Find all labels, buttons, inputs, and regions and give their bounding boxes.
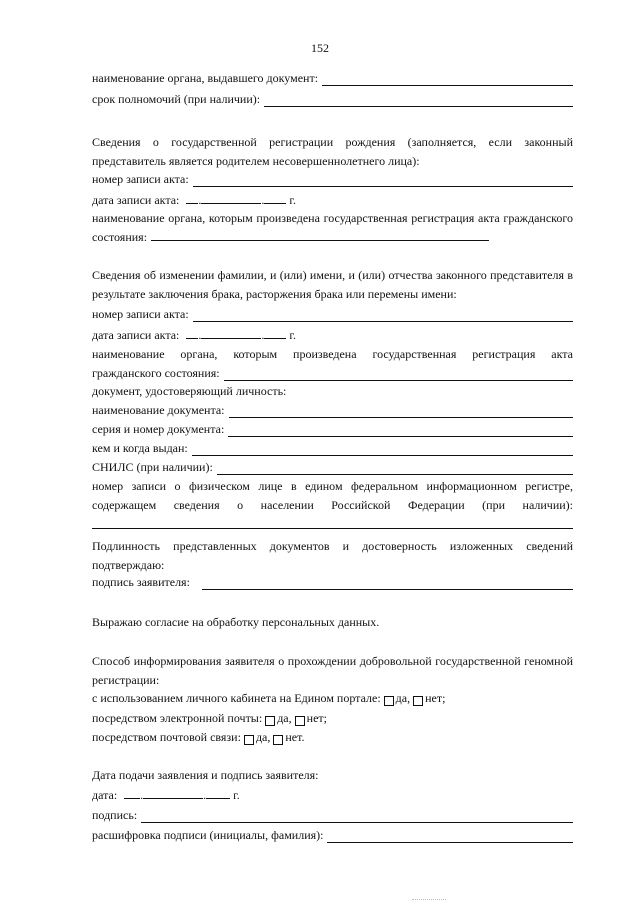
- portal-yes-label: да,: [395, 691, 411, 705]
- page-number: 152: [311, 41, 329, 55]
- email-no-checkbox[interactable]: [295, 716, 305, 726]
- submission-date-month-field[interactable]: [143, 787, 203, 799]
- post-yes-label: да,: [255, 730, 271, 744]
- nc-act-date-label: дата записи акта:: [92, 328, 180, 342]
- portal-label: с использованием личного кабинета на Едином портале:: [92, 691, 381, 705]
- portal-no-label: нет;: [425, 691, 446, 705]
- birth-act-date-row: дата записи акта: . . г.: [92, 193, 296, 207]
- nc-date-year-field[interactable]: [264, 327, 286, 339]
- nc-act-number-field[interactable]: [193, 310, 573, 322]
- email-row: [92, 710, 573, 726]
- term-field[interactable]: [264, 95, 573, 107]
- birth-date-year-suffix: г.: [289, 193, 296, 207]
- issued-label: кем и когда выдан:: [92, 441, 188, 455]
- register-field[interactable]: [92, 528, 573, 529]
- birth-act-number-field[interactable]: [193, 175, 573, 187]
- birth-date-day-field[interactable]: [186, 192, 198, 204]
- nc-organ-row: [92, 365, 573, 381]
- submission-signature-row: [92, 807, 573, 823]
- birth-date-year-field[interactable]: [264, 192, 286, 204]
- snils-field[interactable]: [217, 463, 573, 475]
- birth-act-date-label: дата записи акта:: [92, 193, 180, 207]
- email-no-label: нет;: [306, 711, 327, 725]
- consent-text: Выражаю согласие на обработку персональных данных.: [92, 615, 380, 629]
- name-change-heading: Сведения об изменении фамилии, и (или) имени, и (или) отчества законного представителя в результате заключения брака, расторжения брака или перемены имени:: [92, 268, 573, 301]
- register-label: номер записи о физическом лице в едином федеральном информационном регистре, содержащем сведения о населении Российской Федерации (при наличии):: [92, 479, 573, 512]
- issued-row: [92, 440, 573, 456]
- term-label: срок полномочий (при наличии):: [92, 92, 261, 106]
- doc-name-field[interactable]: [229, 406, 573, 418]
- post-yes-checkbox[interactable]: [244, 735, 254, 745]
- post-no-checkbox[interactable]: [273, 735, 283, 745]
- series-number-label: серия и номер документа:: [92, 422, 225, 436]
- series-number-row: [92, 421, 573, 437]
- email-yes-label: да,: [277, 711, 292, 725]
- birth-date-month-field[interactable]: [201, 192, 261, 204]
- nc-act-number-label: номер записи акта:: [92, 307, 189, 321]
- portal-yes-checkbox[interactable]: [384, 696, 394, 706]
- portal-row: [92, 690, 573, 706]
- submission-date-row: дата: . . г.: [92, 788, 240, 802]
- submission-date-label: дата:: [92, 788, 118, 802]
- term-row: [92, 91, 573, 107]
- series-number-field[interactable]: [228, 425, 573, 437]
- id-doc-row: [92, 383, 573, 399]
- confirmation-signature-field[interactable]: [202, 578, 573, 590]
- issuing-organ-field[interactable]: [322, 74, 573, 86]
- nc-date-month-field[interactable]: [201, 327, 261, 339]
- confirmation-signature-label: подпись заявителя:: [92, 575, 190, 589]
- post-no-label: нет.: [285, 730, 305, 744]
- doc-name-row: [92, 402, 573, 418]
- post-label: посредством почтовой связи:: [92, 730, 241, 744]
- nc-organ-field[interactable]: [224, 369, 573, 381]
- issuing-organ-label: наименование органа, выдавшего документ:: [92, 71, 319, 85]
- birth-act-number-row: [92, 171, 573, 187]
- submission-date-year-field[interactable]: [206, 787, 230, 799]
- submission-signature-field[interactable]: [141, 811, 573, 823]
- portal-no-checkbox[interactable]: [413, 696, 423, 706]
- submission-date-suffix: г.: [233, 788, 240, 802]
- email-label: посредством электронной почты:: [92, 711, 263, 725]
- decode-label: расшифровка подписи (инициалы, фамилия):: [92, 828, 324, 842]
- issuing-organ-row: [92, 70, 573, 86]
- birth-organ-field[interactable]: [151, 229, 489, 241]
- birth-heading: Сведения о государственной регистрации рождения (заполняется, если законный представитель является родителем несовершеннолетнего лица):: [92, 135, 573, 168]
- scan-artifact: [412, 899, 446, 900]
- nc-organ-label-line2: гражданского состояния:: [92, 366, 220, 380]
- post-row: [92, 729, 573, 745]
- email-yes-checkbox[interactable]: [265, 716, 275, 726]
- birth-act-number-label: номер записи акта:: [92, 172, 189, 186]
- nc-date-year-suffix: г.: [289, 328, 296, 342]
- decode-row: [92, 827, 573, 843]
- notification-heading: Способ информирования заявителя о прохождении добровольной государственной геномной регистрации:: [92, 654, 573, 687]
- snils-label: СНИЛС (при наличии):: [92, 460, 213, 474]
- submission-heading: Дата подачи заявления и подпись заявителя:: [92, 768, 319, 782]
- nc-act-date-row: дата записи акта: . . г.: [92, 328, 296, 342]
- decode-field[interactable]: [327, 831, 573, 843]
- submission-signature-label: подпись:: [92, 808, 138, 822]
- nc-date-day-field[interactable]: [186, 327, 198, 339]
- snils-row: [92, 459, 573, 475]
- id-doc-label: документ, удостоверяющий личность:: [92, 384, 287, 398]
- doc-name-label: наименование документа:: [92, 403, 225, 417]
- confirmation-text: Подлинность представленных документов и достоверность изложенных сведений подтверждаю:: [92, 539, 573, 572]
- nc-organ-label-line1: наименование органа, которым произведена государственная регистрация акта: [92, 347, 573, 361]
- nc-act-number-row: [92, 306, 573, 322]
- submission-date-day-field[interactable]: [124, 787, 140, 799]
- confirmation-signature-row: [92, 574, 573, 590]
- birth-organ-label: наименование органа, которым произведена государственная регистрация акта гражданского состояния:: [92, 211, 573, 244]
- issued-field[interactable]: [192, 444, 573, 456]
